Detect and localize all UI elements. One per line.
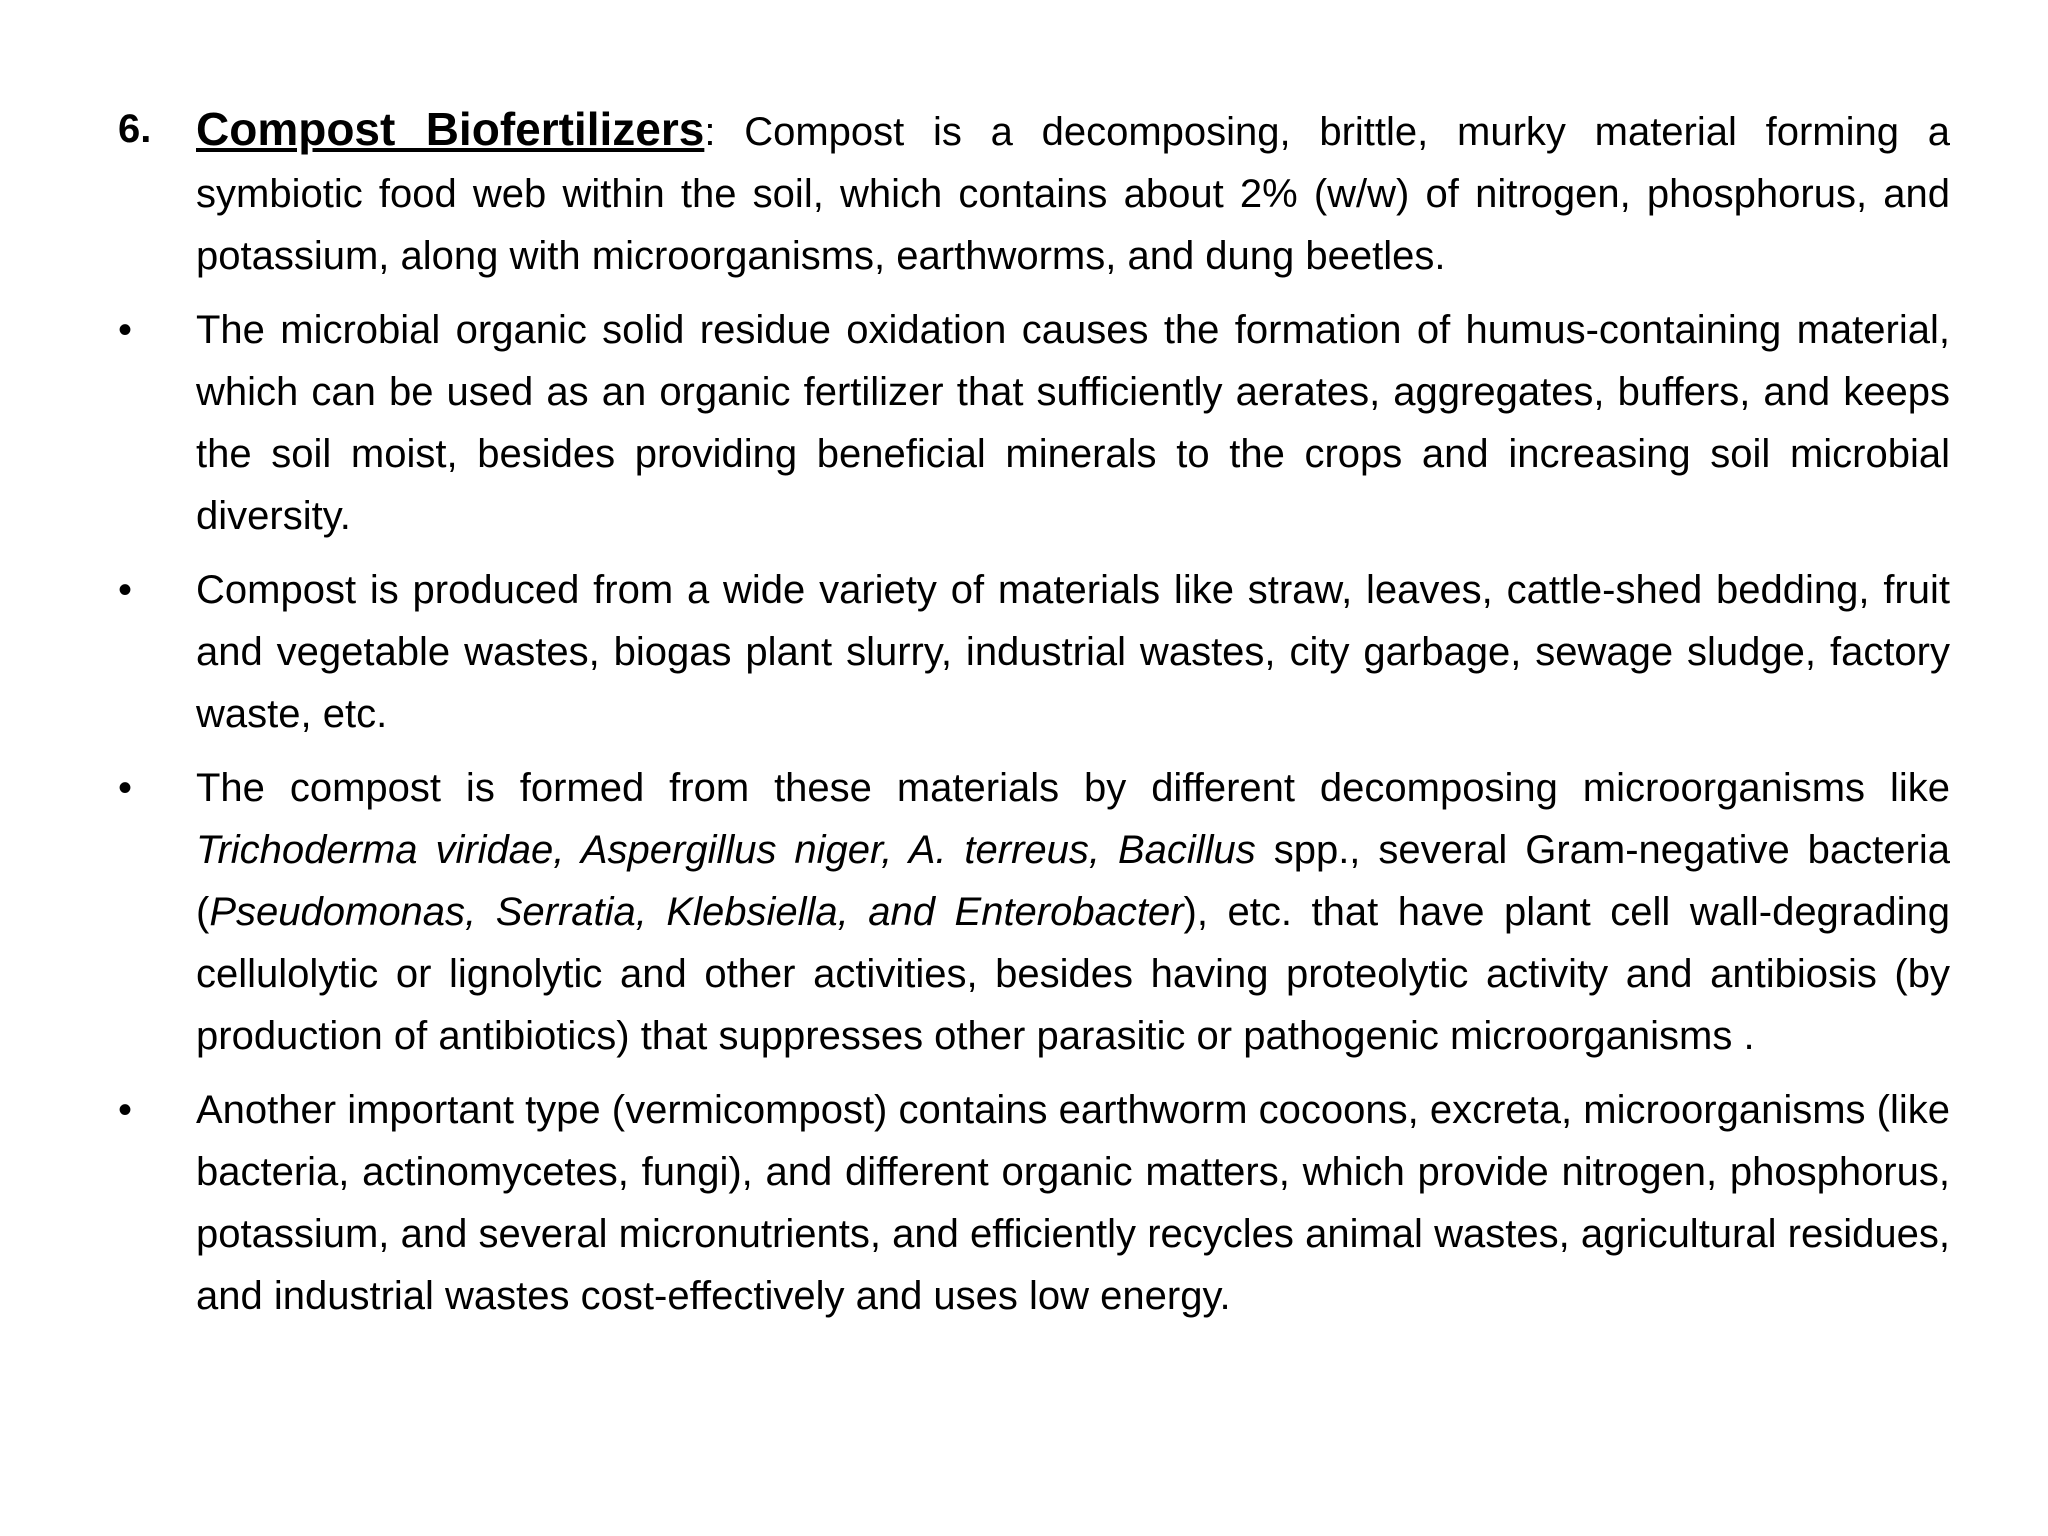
section-intro: Compost is a decomposing, brittle, murky material forming a symbiotic food web within the soil, which contains about 2% (w/w) of nitrogen, phosphorus, and potassium, along with microorganisms, earthworms, and dung beetles.: [196, 110, 1950, 278]
bullet-item: [118, 757, 1950, 1067]
bullet-item: [118, 299, 1950, 547]
bullet-icon: •: [118, 766, 133, 810]
bullet-item: [118, 1079, 1950, 1327]
section-compost-biofertilizers: [118, 98, 1950, 287]
bullet-text-part: The compost is formed from these materials by different decomposing microorganisms like: [196, 766, 1950, 810]
organism-names: Trichoderma viridae, Aspergillus niger, A. terreus, Bacillus: [196, 828, 1256, 872]
bullet-text: The microbial organic solid residue oxidation causes the formation of humus-containing material, which can be used as an organic fertilizer that sufficiently aerates, aggregates, buffers, and keeps the soil moist, besides providing beneficial minerals to the crops and increasing soil microbial diversity.: [196, 308, 1950, 538]
section-heading: Compost Biofertilizers: [196, 103, 705, 155]
bullet-text-part: spp., several Gram-negative bacteria (: [196, 828, 1950, 934]
bullet-text: Another important type (vermicompost) contains earthworm cocoons, excreta, microorganisms (like bacteria, actinomycetes, fungi), and different organic matters, which provide nitrogen, phosphorus, potassium, and several micronutrients, and efficiently recycles animal wastes, agricultural residues, and industrial wastes cost-effectively and uses low energy.: [196, 1088, 1950, 1318]
section-number: 6.: [118, 107, 152, 151]
heading-colon: :: [704, 110, 716, 154]
bullet-text: Compost is produced from a wide variety of materials like straw, leaves, cattle-shed bedding, fruit and vegetable wastes, biogas plant slurry, industrial wastes, city garbage, sewage sludge, factory waste, etc.: [196, 568, 1950, 736]
bullet-icon: •: [118, 308, 133, 352]
bacteria-names: Pseudomonas, Serratia, Klebsiella, and Enterobacter: [209, 890, 1184, 934]
bullet-icon: •: [118, 568, 133, 612]
bullet-icon: •: [118, 1088, 133, 1132]
bullet-text-part: ), etc. that have plant cell wall-degrading cellulolytic or lignolytic and other activities, besides having proteolytic activity and antibiosis (by production of antibiotics) that suppresses other parasitic or pathogenic microorganisms .: [196, 890, 1950, 1058]
bullet-item: [118, 559, 1950, 745]
